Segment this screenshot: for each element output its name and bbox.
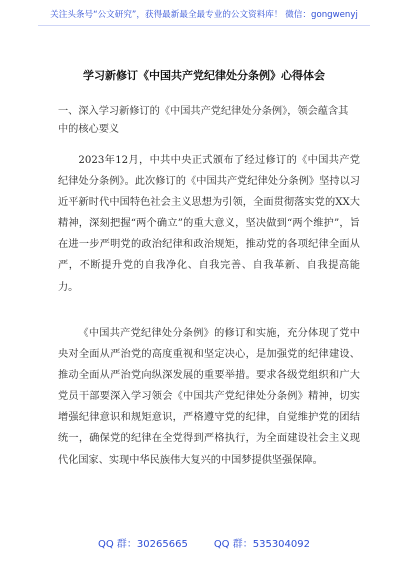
document-title: 学习新修订《中国共产党纪律处分条例》心得体会 [83,69,325,82]
header-divider [38,25,370,26]
body-paragraph: 《中国共产党纪律处分条例》的修订和实施，充分体现了党中央对全面从严治党的高度重视和坚定决心，是加强党的纪律建设、推动全面从严治党向纵深发展的重要举措。要求各级党组织和广大党员干部要深入学习领会《中国共产党纪律处分条例》精神，切实增强纪律意识和规矩意识，严格遵守党的纪律，自觉维护党的团结统一，确保党的纪律在全党得到严格执行，为全面建设社会主义现代化国家、实现中华民族伟大复兴的中国梦提供坚强保障。 [58,328,360,466]
footer-qq-group-1: QQ 群：30265665 [97,539,188,550]
footer-qq-group-2: QQ 群：535304092 [213,539,310,550]
section-heading: 一、深入学习新修订的《中国共产党纪律处分条例》，领会蕴含其中的核心要义 [58,106,349,135]
header-promo-note: 关注头条号“公文研究”，获得最新最全最专业的公文资料库！ 微信：gongwenyj [50,10,358,20]
body-paragraph: 2023年12月，中共中央正式颁布了经过修订的《中国共产党纪律处分条例》。此次修订的《中国共产党纪律处分条例》坚持以习近平新时代中国特色社会主义思想为引领，全面贯彻落实党的XX大精神，深刻把握“两个确立”的重大意义，坚决做到“两个维护”，旨在进一步严明党的政治纪律和政治规矩，推动党的各项纪律全面从严，不断提升党的自我净化、自我完善、自我革新、自我提高能力。 [58,155,360,293]
footer-contact [0,535,408,550]
